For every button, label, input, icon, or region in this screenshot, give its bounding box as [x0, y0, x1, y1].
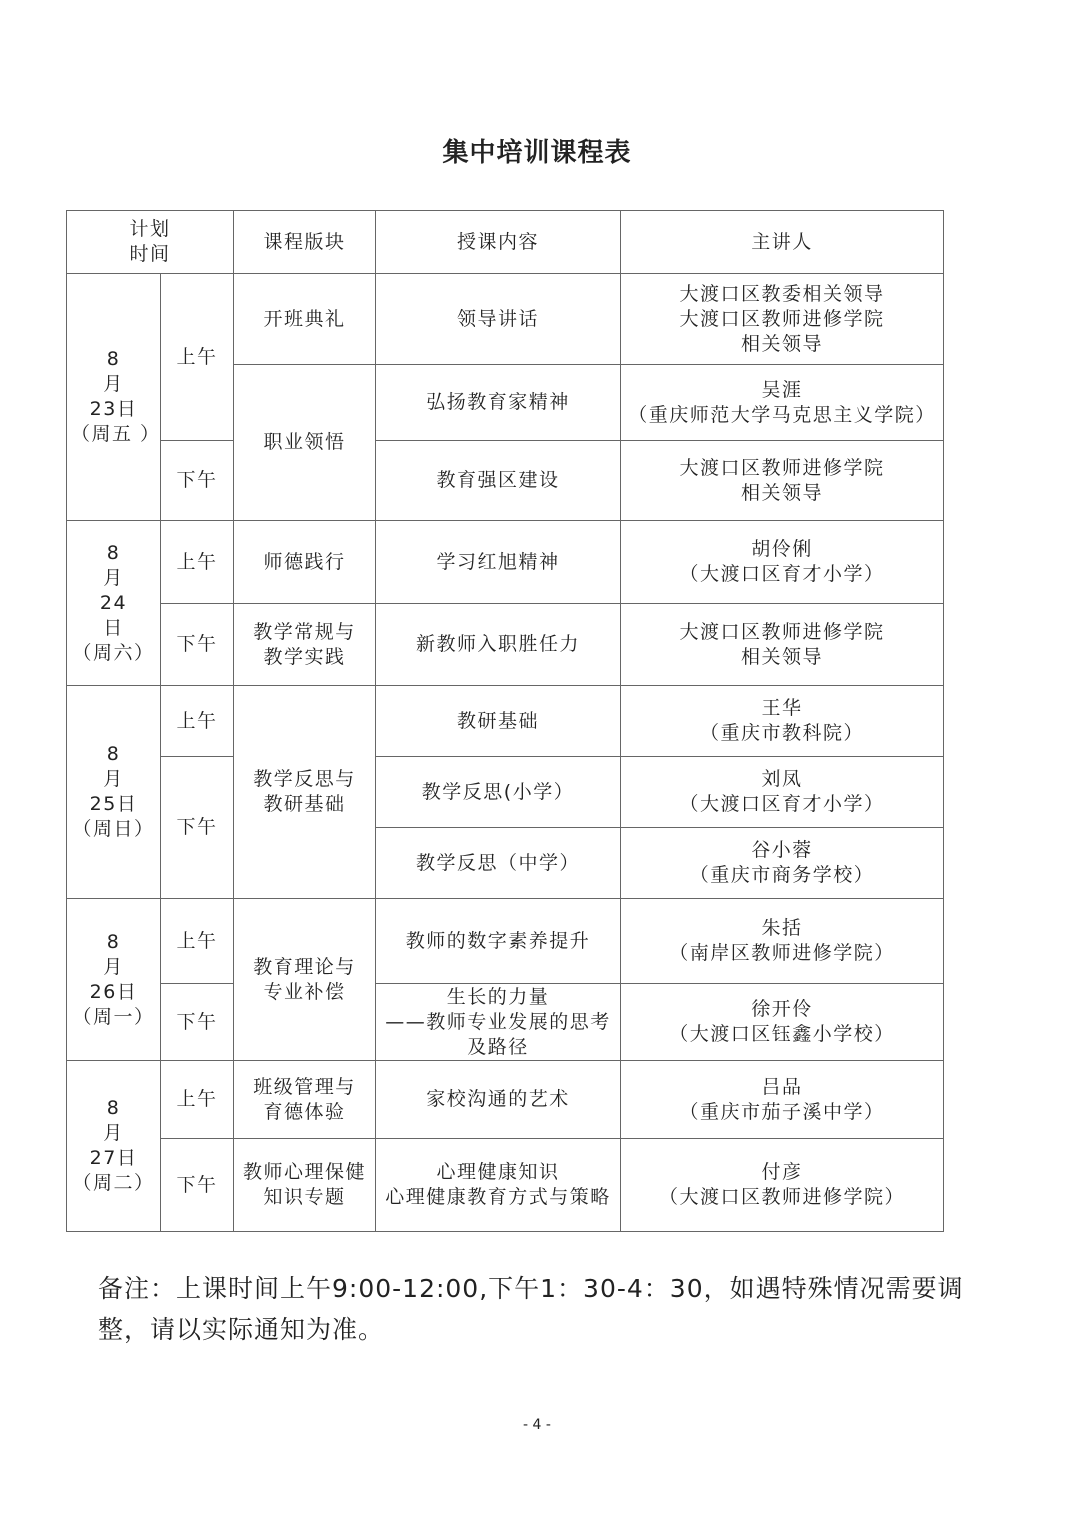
header-time: 计划 时间 — [67, 211, 234, 274]
header-lecturer: 主讲人 — [621, 211, 944, 274]
content-cell: 教研基础 — [376, 686, 621, 757]
content-cell: 家校沟通的艺术 — [376, 1061, 621, 1139]
module-cell: 教学反思与 教研基础 — [234, 686, 376, 899]
module-cell: 开班典礼 — [234, 274, 376, 365]
header-module: 课程版块 — [234, 211, 376, 274]
lecturer-cell: 朱括 （南岸区教师进修学院） — [621, 899, 944, 984]
date-cell: 8 月 23日 （周五 ） — [67, 274, 161, 521]
lecturer-cell: 大渡口区教师进修学院 相关领导 — [621, 441, 944, 521]
period-cell: 下午 — [161, 441, 234, 521]
lecturer-cell: 谷小蓉 （重庆市商务学校） — [621, 828, 944, 899]
content-cell: 教学反思(小学） — [376, 757, 621, 828]
table-row — [67, 1139, 944, 1232]
period-cell: 上午 — [161, 1061, 234, 1139]
date-cell: 8 月 24 日 （周六） — [67, 521, 161, 686]
date-cell: 8 月 27日 （周二） — [67, 1061, 161, 1232]
table-header-row — [67, 211, 944, 274]
period-cell: 上午 — [161, 686, 234, 757]
module-cell: 教育理论与 专业补偿 — [234, 899, 376, 1061]
table-row — [67, 686, 944, 757]
table-row — [67, 899, 944, 984]
module-cell: 教学常规与 教学实践 — [234, 604, 376, 686]
period-cell: 上午 — [161, 274, 234, 441]
table-row — [67, 521, 944, 604]
lecturer-cell: 胡伶俐 （大渡口区育才小学） — [621, 521, 944, 604]
content-cell: 新教师入职胜任力 — [376, 604, 621, 686]
date-cell: 8 月 26日 （周一） — [67, 899, 161, 1061]
content-cell: 学习红旭精神 — [376, 521, 621, 604]
lecturer-cell: 王华 （重庆市教科院） — [621, 686, 944, 757]
content-cell: 领导讲话 — [376, 274, 621, 365]
content-cell: 教师的数字素养提升 — [376, 899, 621, 984]
table-row — [67, 984, 944, 1061]
table-row — [67, 441, 944, 521]
period-cell: 上午 — [161, 899, 234, 984]
period-cell: 下午 — [161, 604, 234, 686]
module-cell: 班级管理与 育德体验 — [234, 1061, 376, 1139]
lecturer-cell: 大渡口区教师进修学院 相关领导 — [621, 604, 944, 686]
period-cell: 下午 — [161, 984, 234, 1061]
module-cell: 师德践行 — [234, 521, 376, 604]
table-row — [67, 1061, 944, 1139]
module-cell: 教师心理保健 知识专题 — [234, 1139, 376, 1232]
schedule-table — [66, 210, 944, 1232]
lecturer-cell: 吴涯 （重庆师范大学马克思主义学院） — [621, 365, 944, 441]
period-cell: 下午 — [161, 757, 234, 899]
table-row — [67, 604, 944, 686]
page-title: 集中培训课程表 — [442, 138, 632, 168]
lecturer-cell: 大渡口区教委相关领导 大渡口区教师进修学院 相关领导 — [621, 274, 944, 365]
content-cell: 生长的力量 ——教师专业发展的思考 及路径 — [376, 984, 621, 1061]
header-content: 授课内容 — [376, 211, 621, 274]
content-cell: 心理健康知识 心理健康教育方式与策略 — [376, 1139, 621, 1232]
lecturer-cell: 付彦 （大渡口区教师进修学院） — [621, 1139, 944, 1232]
content-cell: 教学反思（中学） — [376, 828, 621, 899]
period-cell: 下午 — [161, 1139, 234, 1232]
page-number: - 4 - — [523, 1417, 551, 1433]
content-cell: 教育强区建设 — [376, 441, 621, 521]
module-cell: 职业领悟 — [234, 365, 376, 521]
schedule-note: 备注：上课时间上午9:00-12:00,下午1：30-4：30，如遇特殊情况需要调整，请以实际通知为准。 — [98, 1274, 964, 1344]
table-row — [67, 274, 944, 365]
date-cell: 8 月 25日 （周日） — [67, 686, 161, 899]
lecturer-cell: 吕品 （重庆市茄子溪中学） — [621, 1061, 944, 1139]
content-cell: 弘扬教育家精神 — [376, 365, 621, 441]
period-cell: 上午 — [161, 521, 234, 604]
lecturer-cell: 徐开伶 （大渡口区钰鑫小学校） — [621, 984, 944, 1061]
table-row — [67, 757, 944, 828]
lecturer-cell: 刘凤 （大渡口区育才小学） — [621, 757, 944, 828]
